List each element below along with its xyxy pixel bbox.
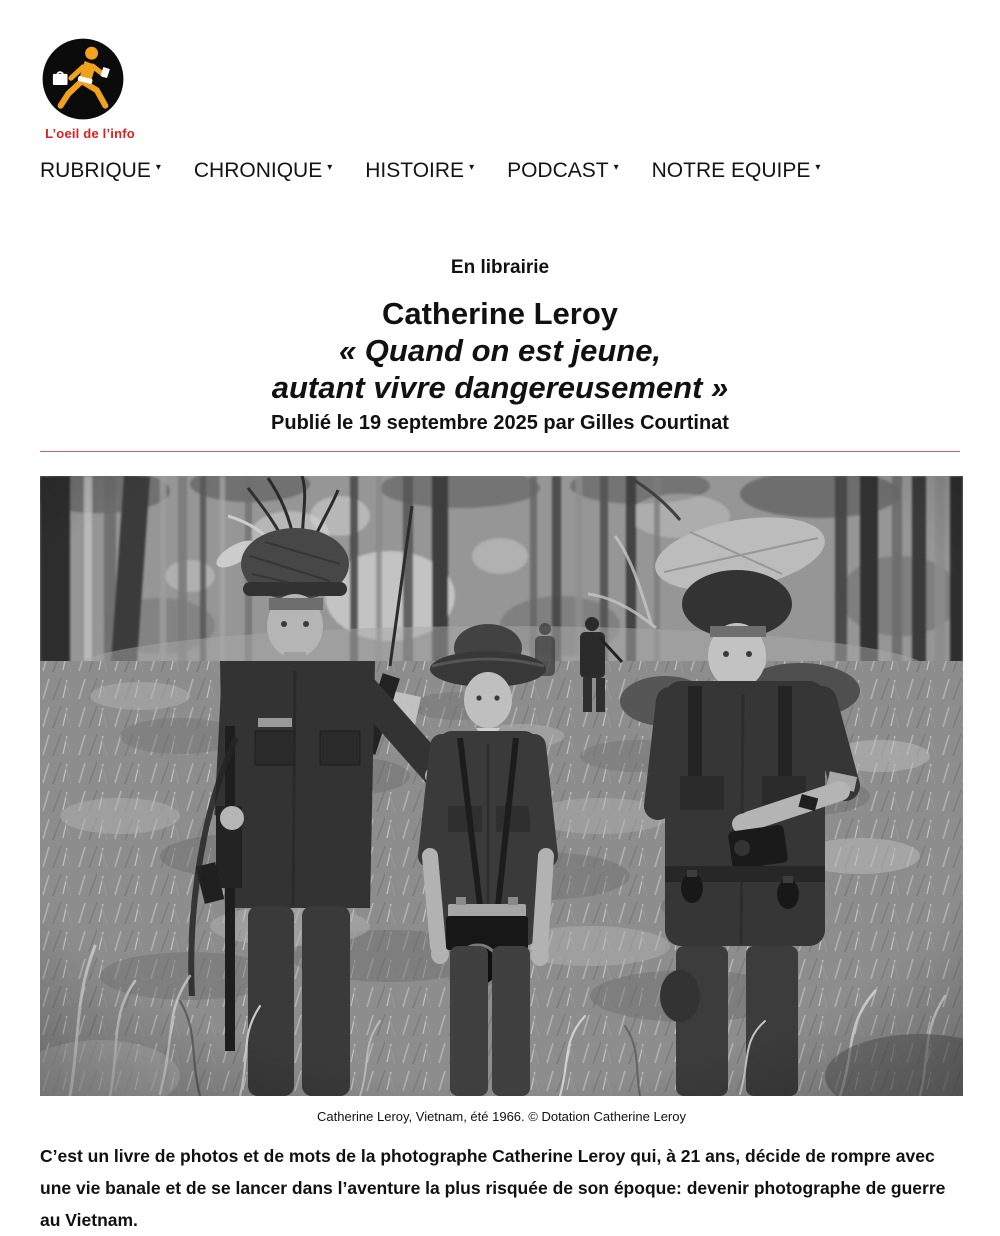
chevron-down-icon: ▾	[613, 162, 619, 173]
article-subtitle-line-2: autant vivre dangereusement »	[271, 370, 729, 405]
photo-caption: Catherine Leroy, Vietnam, été 1966. © Dotation Catherine Leroy	[317, 1109, 686, 1124]
article-title: Catherine Leroy	[381, 296, 618, 331]
chevron-down-icon: ▾	[155, 162, 161, 173]
article-figure	[40, 476, 963, 1124]
article-kicker: En librairie	[450, 257, 550, 278]
chevron-down-icon: ▾	[327, 162, 333, 173]
nav-item-chronique[interactable]: CHRONIQUE ▾	[193, 159, 333, 182]
article-byline: Publié le 19 septembre 2025 par Gilles Courtinat	[271, 412, 729, 434]
article-body: C’est un livre de photos et de mots de la photographe Catherine Leroy qui, à 21 ans, décide de rompre avec une vie banale et de se lancer dans l’aventure la plus risquée de son époque: devenir photographe de guerre au Vietnam.	[40, 1146, 946, 1230]
nav-item-notre-equipe[interactable]: NOTRE EQUIPE ▾	[651, 159, 821, 182]
main-nav	[40, 159, 1000, 183]
article-photo	[40, 476, 963, 1096]
chevron-down-icon: ▾	[815, 162, 821, 173]
nav-item-podcast[interactable]: PODCAST ▾	[507, 159, 619, 182]
chevron-down-icon: ▾	[469, 162, 475, 173]
nav-item-rubrique[interactable]: RUBRIQUE ▾	[40, 159, 161, 182]
section-divider	[40, 451, 960, 452]
article-subtitle-line-1: « Quand on est jeune,	[338, 333, 662, 368]
logo-running-reporter-icon	[40, 36, 140, 122]
site-header	[0, 0, 1000, 183]
nav-item-histoire[interactable]: HISTOIRE ▾	[365, 159, 475, 182]
article	[0, 257, 1000, 1236]
site-name: L’oeil de l’info	[45, 126, 135, 141]
site-logo[interactable]	[40, 36, 140, 141]
